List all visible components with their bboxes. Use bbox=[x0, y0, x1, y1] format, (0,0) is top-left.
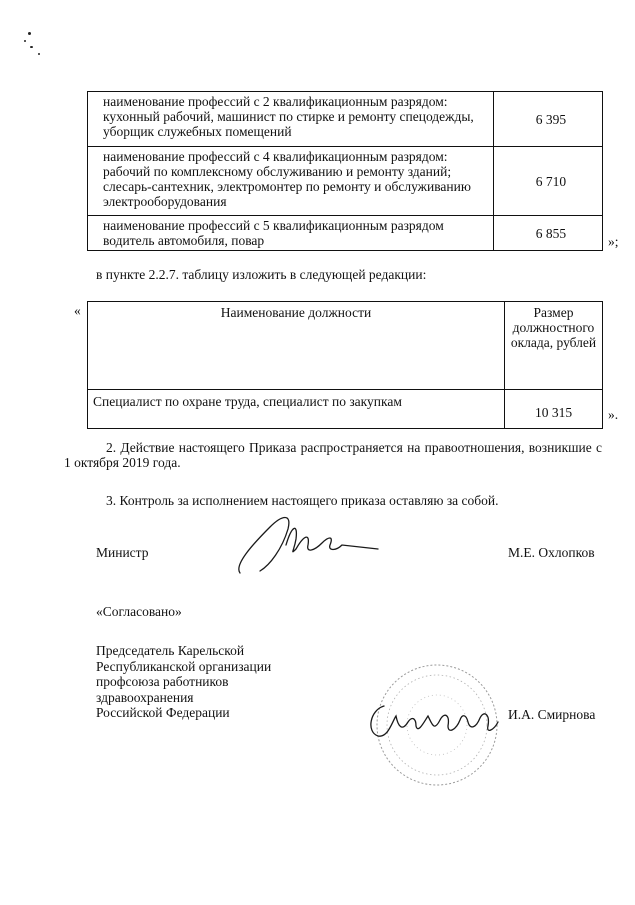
chair-signature bbox=[362, 692, 512, 752]
chair-title-line: Республиканской организации bbox=[96, 658, 272, 674]
table-cell-name: наименование профессий с 2 квалификационным разрядом: кухонный рабочий, машинист по стирке и ремонту спецодежды, уборщик служебных помещений bbox=[88, 92, 494, 147]
column-header-salary: Размер должностного оклада, рублей bbox=[505, 302, 603, 390]
agreed-label: «Согласовано» bbox=[96, 604, 182, 619]
table-row bbox=[88, 147, 603, 216]
table-cell-name: наименование профессий с 5 квалификационным разрядом водитель автомобиля, повар bbox=[88, 216, 494, 251]
paragraph-2: 2. Действие настоящего Приказа распространяется на правоотношения, возникшие с 1 октября 2019 года. bbox=[64, 440, 602, 470]
chair-title-line: профсоюза работников bbox=[96, 674, 229, 689]
table-row bbox=[88, 216, 603, 251]
table-cell-value: 6 855 bbox=[493, 216, 602, 251]
chair-name: И.А. Смирнова bbox=[508, 707, 596, 722]
chair-title-line: Российской Федерации bbox=[96, 705, 230, 720]
table-row bbox=[88, 390, 603, 429]
table-cell-value: 6 710 bbox=[493, 147, 602, 216]
table-cell-value: 6 395 bbox=[493, 92, 602, 147]
table-header-row bbox=[88, 302, 603, 390]
column-header-position: Наименование должности bbox=[88, 302, 505, 390]
salary-table-positions bbox=[87, 301, 603, 429]
closing-quote: »; bbox=[608, 234, 619, 249]
salary-table-workers bbox=[87, 91, 603, 251]
chair-title-line: здравоохранения bbox=[96, 689, 194, 705]
opening-quote: « bbox=[74, 303, 81, 318]
table-cell-value: 10 315 bbox=[505, 390, 603, 429]
minister-name: М.Е. Охлопков bbox=[508, 545, 595, 560]
chair-title-block bbox=[96, 643, 271, 721]
minister-signature bbox=[230, 505, 390, 585]
intro-text: в пункте 2.2.7. таблицу изложить в следующей редакции: bbox=[96, 267, 427, 282]
closing-quote: ». bbox=[608, 407, 619, 422]
table-row bbox=[88, 92, 603, 147]
minister-title: Министр bbox=[96, 545, 149, 560]
table-cell-name: Специалист по охране труда, специалист по закупкам bbox=[88, 390, 505, 429]
chair-title-line: Председатель Карельской bbox=[96, 643, 245, 658]
paragraph-3: 3. Контроль за исполнением настоящего приказа оставляю за собой. bbox=[106, 493, 499, 508]
table-cell-name: наименование профессий с 4 квалификационным разрядом: рабочий по комплексному обслуживанию и ремонту зданий; слесарь-сантехник, электромонтер по ремонту и обслуживанию электрооборудования bbox=[88, 147, 494, 216]
